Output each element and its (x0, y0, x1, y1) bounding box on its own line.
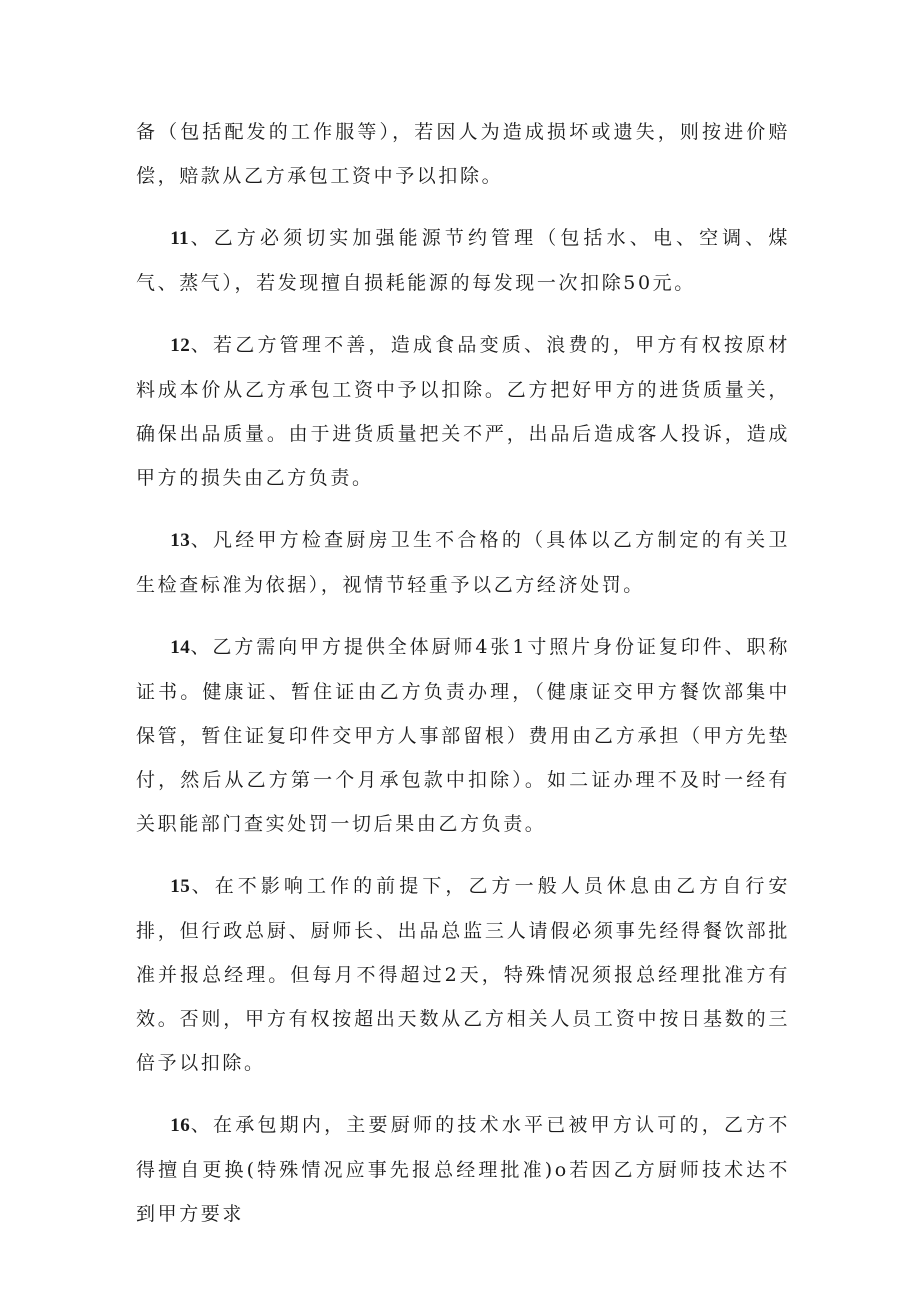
clause-number: 16 (170, 1115, 191, 1136)
paragraph-text: 、乙方需向甲方提供全体厨师4张1寸照片身份证复印件、职称证书。健康证、暂住证由乙方负责办理，（健康证交甲方餐饮部集中保管，暂住证复印件交甲方人事部留根）费用由乙方承担（甲方先垫付，然后从乙方第一个月承包款中扣除）。如二证办理不及时一经有关职能部门查实处罚一切后果由乙方负责。 (136, 636, 790, 835)
paragraph-text: 、若乙方管理不善，造成食品变质、浪费的，甲方有权按原材料成本价从乙方承包工资中予以扣除。乙方把好甲方的进货质量关，确保出品质量。由于进货质量把关不严，出品后造成客人投诉，造成甲方的损失由乙方负责。 (136, 334, 790, 489)
paragraph-text: 、在不影响工作的前提下，乙方一般人员休息由乙方自行安排，但行政总厨、厨师长、出品总监三人请假必须事先经得餐饮部批准并报总经理。但每月不得超过2天，特殊情况须报总经理批准方有效。否则，甲方有权按超出天数从乙方相关人员工资中按日基数的三倍予以扣除。 (136, 875, 790, 1074)
clause-number: 11 (170, 228, 190, 249)
paragraph-16 (136, 1103, 790, 1236)
paragraph-11 (136, 216, 790, 305)
document-body (136, 110, 790, 1254)
paragraph-10-continued (136, 110, 790, 198)
paragraph-text: 、凡经甲方检查厨房卫生不合格的（具体以乙方制定的有关卫生检查标准为依据），视情节轻重予以乙方经济处罚。 (136, 529, 790, 596)
clause-number: 15 (170, 876, 191, 897)
paragraph-text: 、在承包期内，主要厨师的技术水平已被甲方认可的，乙方不得擅自更换(特殊情况应事先报总经理批准)o若因乙方厨师技术达不到甲方要求 (136, 1114, 790, 1225)
paragraph-text: 备（包括配发的工作服等），若因人为造成损坏或遗失，则按进价赔偿，赔款从乙方承包工资中予以扣除。 (136, 121, 790, 187)
clause-number: 12 (170, 335, 191, 356)
paragraph-13 (136, 518, 790, 607)
paragraph-12 (136, 323, 790, 500)
clause-number: 14 (170, 637, 191, 658)
paragraph-15 (136, 864, 790, 1085)
paragraph-14 (136, 625, 790, 846)
clause-number: 13 (170, 530, 191, 551)
paragraph-text: 、乙方必须切实加强能源节约管理（包括水、电、空调、煤气、蒸气），若发现擅自损耗能源的每发现一次扣除50元。 (136, 227, 790, 294)
